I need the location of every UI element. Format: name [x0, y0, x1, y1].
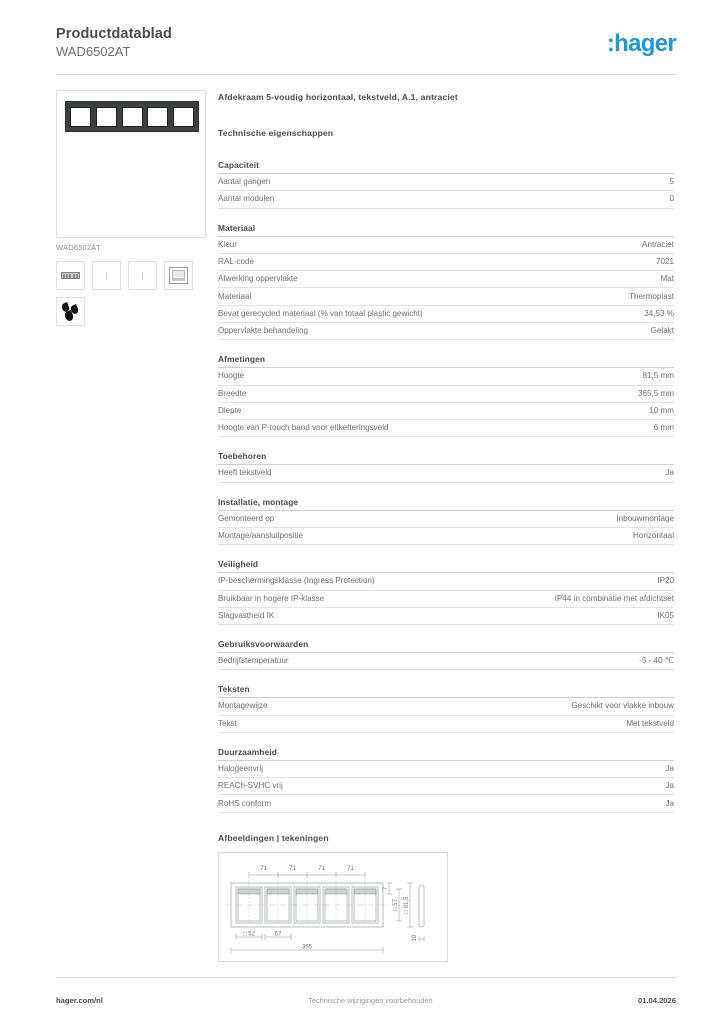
table-row: [218, 653, 674, 670]
spec-key: Hoogte: [218, 368, 595, 385]
spec-value: Mat: [592, 271, 674, 288]
table-row: [218, 174, 674, 191]
table-row: [218, 573, 674, 590]
specification-group: [218, 684, 674, 733]
footer-disclaimer: Technische wijzigingen voorbehouden: [308, 996, 433, 1005]
spec-value: Ja: [611, 465, 674, 482]
table-row: [218, 795, 674, 812]
spec-key: Tekst: [218, 715, 366, 732]
table-row: [218, 288, 674, 305]
spec-key: Bevat gerecycled materiaal (% van totaal plastic gewicht): [218, 305, 592, 322]
spec-key: RoHS conform: [218, 795, 621, 812]
table-row: [218, 368, 674, 385]
group-title: Veiligheid: [218, 559, 674, 573]
dim-pitch-2: 71: [289, 865, 296, 872]
table-row: [218, 253, 674, 270]
spec-value: 10 mm: [595, 402, 674, 419]
product-image-caption: WAD6502AT: [56, 243, 101, 252]
specification-table: [218, 761, 674, 813]
footer-website[interactable]: hager.com/nl: [56, 996, 103, 1005]
spec-key: Bruikbaar in hogere IP-klasse: [218, 590, 477, 607]
table-row: [218, 761, 674, 778]
specification-table: [218, 511, 674, 546]
specification-table: [218, 368, 674, 437]
table-row: [218, 237, 674, 254]
spec-key: Oppervlakte behandeling: [218, 322, 592, 339]
dim-opening-height: □ 57: [393, 898, 399, 911]
dim-top-strip: 7: [383, 886, 389, 890]
dim-total-height: □ 81,5: [404, 896, 410, 914]
table-row: [218, 322, 674, 339]
specification-table: [218, 653, 674, 670]
group-title: Afmetingen: [218, 354, 674, 368]
product-heading: Afdekraam 5-voudig horizontaal, tekstveld, A.1, antraciet: [218, 92, 458, 102]
product-reference: WAD6502AT: [56, 44, 131, 59]
footer-date: 01.04.2026: [637, 996, 676, 1005]
thumbnail-row-secondary: [56, 297, 206, 326]
specification-table: [218, 573, 674, 625]
specification-group: [218, 223, 674, 341]
spec-value: 6 mm: [595, 420, 674, 437]
group-title: Installatie, montage: [218, 497, 674, 511]
specification-table: [218, 465, 674, 482]
table-row: [218, 511, 674, 528]
spec-value: Ja: [621, 778, 674, 795]
specification-group: [218, 497, 674, 546]
spec-key: Heeft tekstveld: [218, 465, 611, 482]
spec-key: Halogeenvrij: [218, 761, 621, 778]
spec-key: Afwerking oppervlakte: [218, 271, 592, 288]
table-row: [218, 465, 674, 482]
specification-group: [218, 354, 674, 437]
specification-group: [218, 559, 674, 625]
dim-depth: 10: [412, 934, 418, 942]
spec-value: Inbouwmontage: [490, 511, 674, 528]
frame-cell: [173, 107, 194, 127]
spec-value: IK05: [477, 607, 674, 624]
spec-key: Diepte: [218, 402, 595, 419]
spec-value: Met tekstveld: [366, 715, 674, 732]
spec-value: Ja: [621, 795, 674, 812]
dim-pitch-4: 71: [347, 865, 354, 872]
footer-divider: [56, 977, 676, 978]
specification-table: [218, 174, 674, 209]
page-header: [56, 26, 676, 72]
spec-value: 34,53 %: [592, 305, 674, 322]
spec-value: 81,5 mm: [595, 368, 674, 385]
spec-value: 365,5 mm: [595, 385, 674, 402]
thumbnail-bar-2[interactable]: [128, 261, 157, 290]
spec-key: Slagvastheid IK: [218, 607, 477, 624]
group-title: Toebehoren: [218, 451, 674, 465]
spec-value: Horizontaal: [490, 527, 674, 544]
technical-drawing-svg: [219, 853, 447, 961]
dim-pitch-1: 71: [260, 865, 267, 872]
spec-value: IP20: [477, 573, 674, 590]
technical-drawing: [218, 852, 448, 962]
spec-value: Antraciet: [592, 237, 674, 254]
spec-key: Montagewijze: [218, 698, 366, 715]
specification-group: [218, 747, 674, 813]
table-row: [218, 607, 674, 624]
vertical-bar-icon: [106, 272, 107, 280]
monitor-icon: [169, 267, 188, 284]
spec-key: Materiaal: [218, 288, 592, 305]
spec-value: Gelakt: [592, 322, 674, 339]
frame-5gang-icon: [61, 272, 80, 279]
spec-value: Geschikt voor vlakke inbouw: [366, 698, 674, 715]
spec-key: Kleur: [218, 237, 592, 254]
frame-5gang-icon: [65, 101, 199, 132]
frame-cell: [122, 107, 143, 127]
spec-key: Aantal gangen: [218, 174, 640, 191]
technical-properties-heading: Technische eigenschappen: [218, 128, 334, 138]
vertical-bar-icon: [142, 272, 143, 280]
spec-key: Gemonteerd op: [218, 511, 490, 528]
group-title: Materiaal: [218, 223, 674, 237]
thumbnail-row: [56, 261, 206, 290]
specifications-column: [218, 92, 674, 962]
thumbnail-frame[interactable]: [56, 261, 85, 290]
table-row: [218, 778, 674, 795]
group-title: Teksten: [218, 684, 674, 698]
thumbnail-monitor[interactable]: [164, 261, 193, 290]
spec-value: Thermoplast: [592, 288, 674, 305]
specification-groups: [218, 160, 674, 813]
dim-spacing: 57: [274, 931, 282, 938]
droplets-icon: [62, 303, 80, 321]
product-image: [56, 90, 206, 238]
frame-cell: [70, 107, 91, 127]
table-row: [218, 527, 674, 544]
table-row: [218, 590, 674, 607]
table-row: [218, 305, 674, 322]
spec-key: Breedte: [218, 385, 595, 402]
spec-key: Montage/aansluitpositie: [218, 527, 490, 544]
frame-cell: [96, 107, 117, 127]
table-row: [218, 271, 674, 288]
specification-table: [218, 698, 674, 733]
thumbnail-droplets[interactable]: [56, 297, 85, 326]
dim-pitch-3: 71: [318, 865, 325, 872]
table-row: [218, 715, 674, 732]
table-row: [218, 420, 674, 437]
table-row: [218, 191, 674, 208]
hager-logo: :hager: [606, 30, 676, 57]
spec-value: IP44 in combinatie met afdichtset: [477, 590, 674, 607]
spec-key: REACh-SVHC vrij: [218, 778, 621, 795]
spec-key: RAL-code: [218, 253, 592, 270]
spec-key: Hoogte van P-touch band voor etiketteringsveld: [218, 420, 595, 437]
frame-cell: [147, 107, 168, 127]
spec-value: 7021: [592, 253, 674, 270]
group-title: Capaciteit: [218, 160, 674, 174]
drawings-section: [218, 833, 674, 962]
drawings-heading: Afbeeldingen | tekeningen: [218, 832, 329, 843]
specification-table: [218, 237, 674, 341]
specification-group: [218, 160, 674, 209]
group-title: Duurzaamheid: [218, 747, 674, 761]
spec-value: Ja: [621, 761, 674, 778]
specification-group: [218, 451, 674, 482]
table-row: [218, 402, 674, 419]
spec-value: -5 - 40 ℃: [524, 653, 674, 670]
spec-key: Aantal modulen: [218, 191, 640, 208]
table-row: [218, 698, 674, 715]
table-row: [218, 385, 674, 402]
page-footer: [56, 996, 676, 1005]
dim-opening-width: □ 52: [243, 931, 255, 938]
spec-value: 0: [640, 191, 674, 208]
product-media-column: [56, 90, 206, 326]
group-title: Gebruiksvoorwaarden: [218, 639, 674, 653]
spec-key: IP-beschermingsklasse (Ingress Protection): [218, 573, 477, 590]
dim-total-width: 365: [301, 944, 313, 951]
spec-key: Bedrijfstemperatuur: [218, 653, 524, 670]
specification-group: [218, 639, 674, 670]
page-title: Productdatablad: [56, 26, 172, 42]
header-divider: [56, 74, 676, 75]
thumbnail-bar-1[interactable]: [92, 261, 121, 290]
spec-value: 5: [640, 174, 674, 191]
